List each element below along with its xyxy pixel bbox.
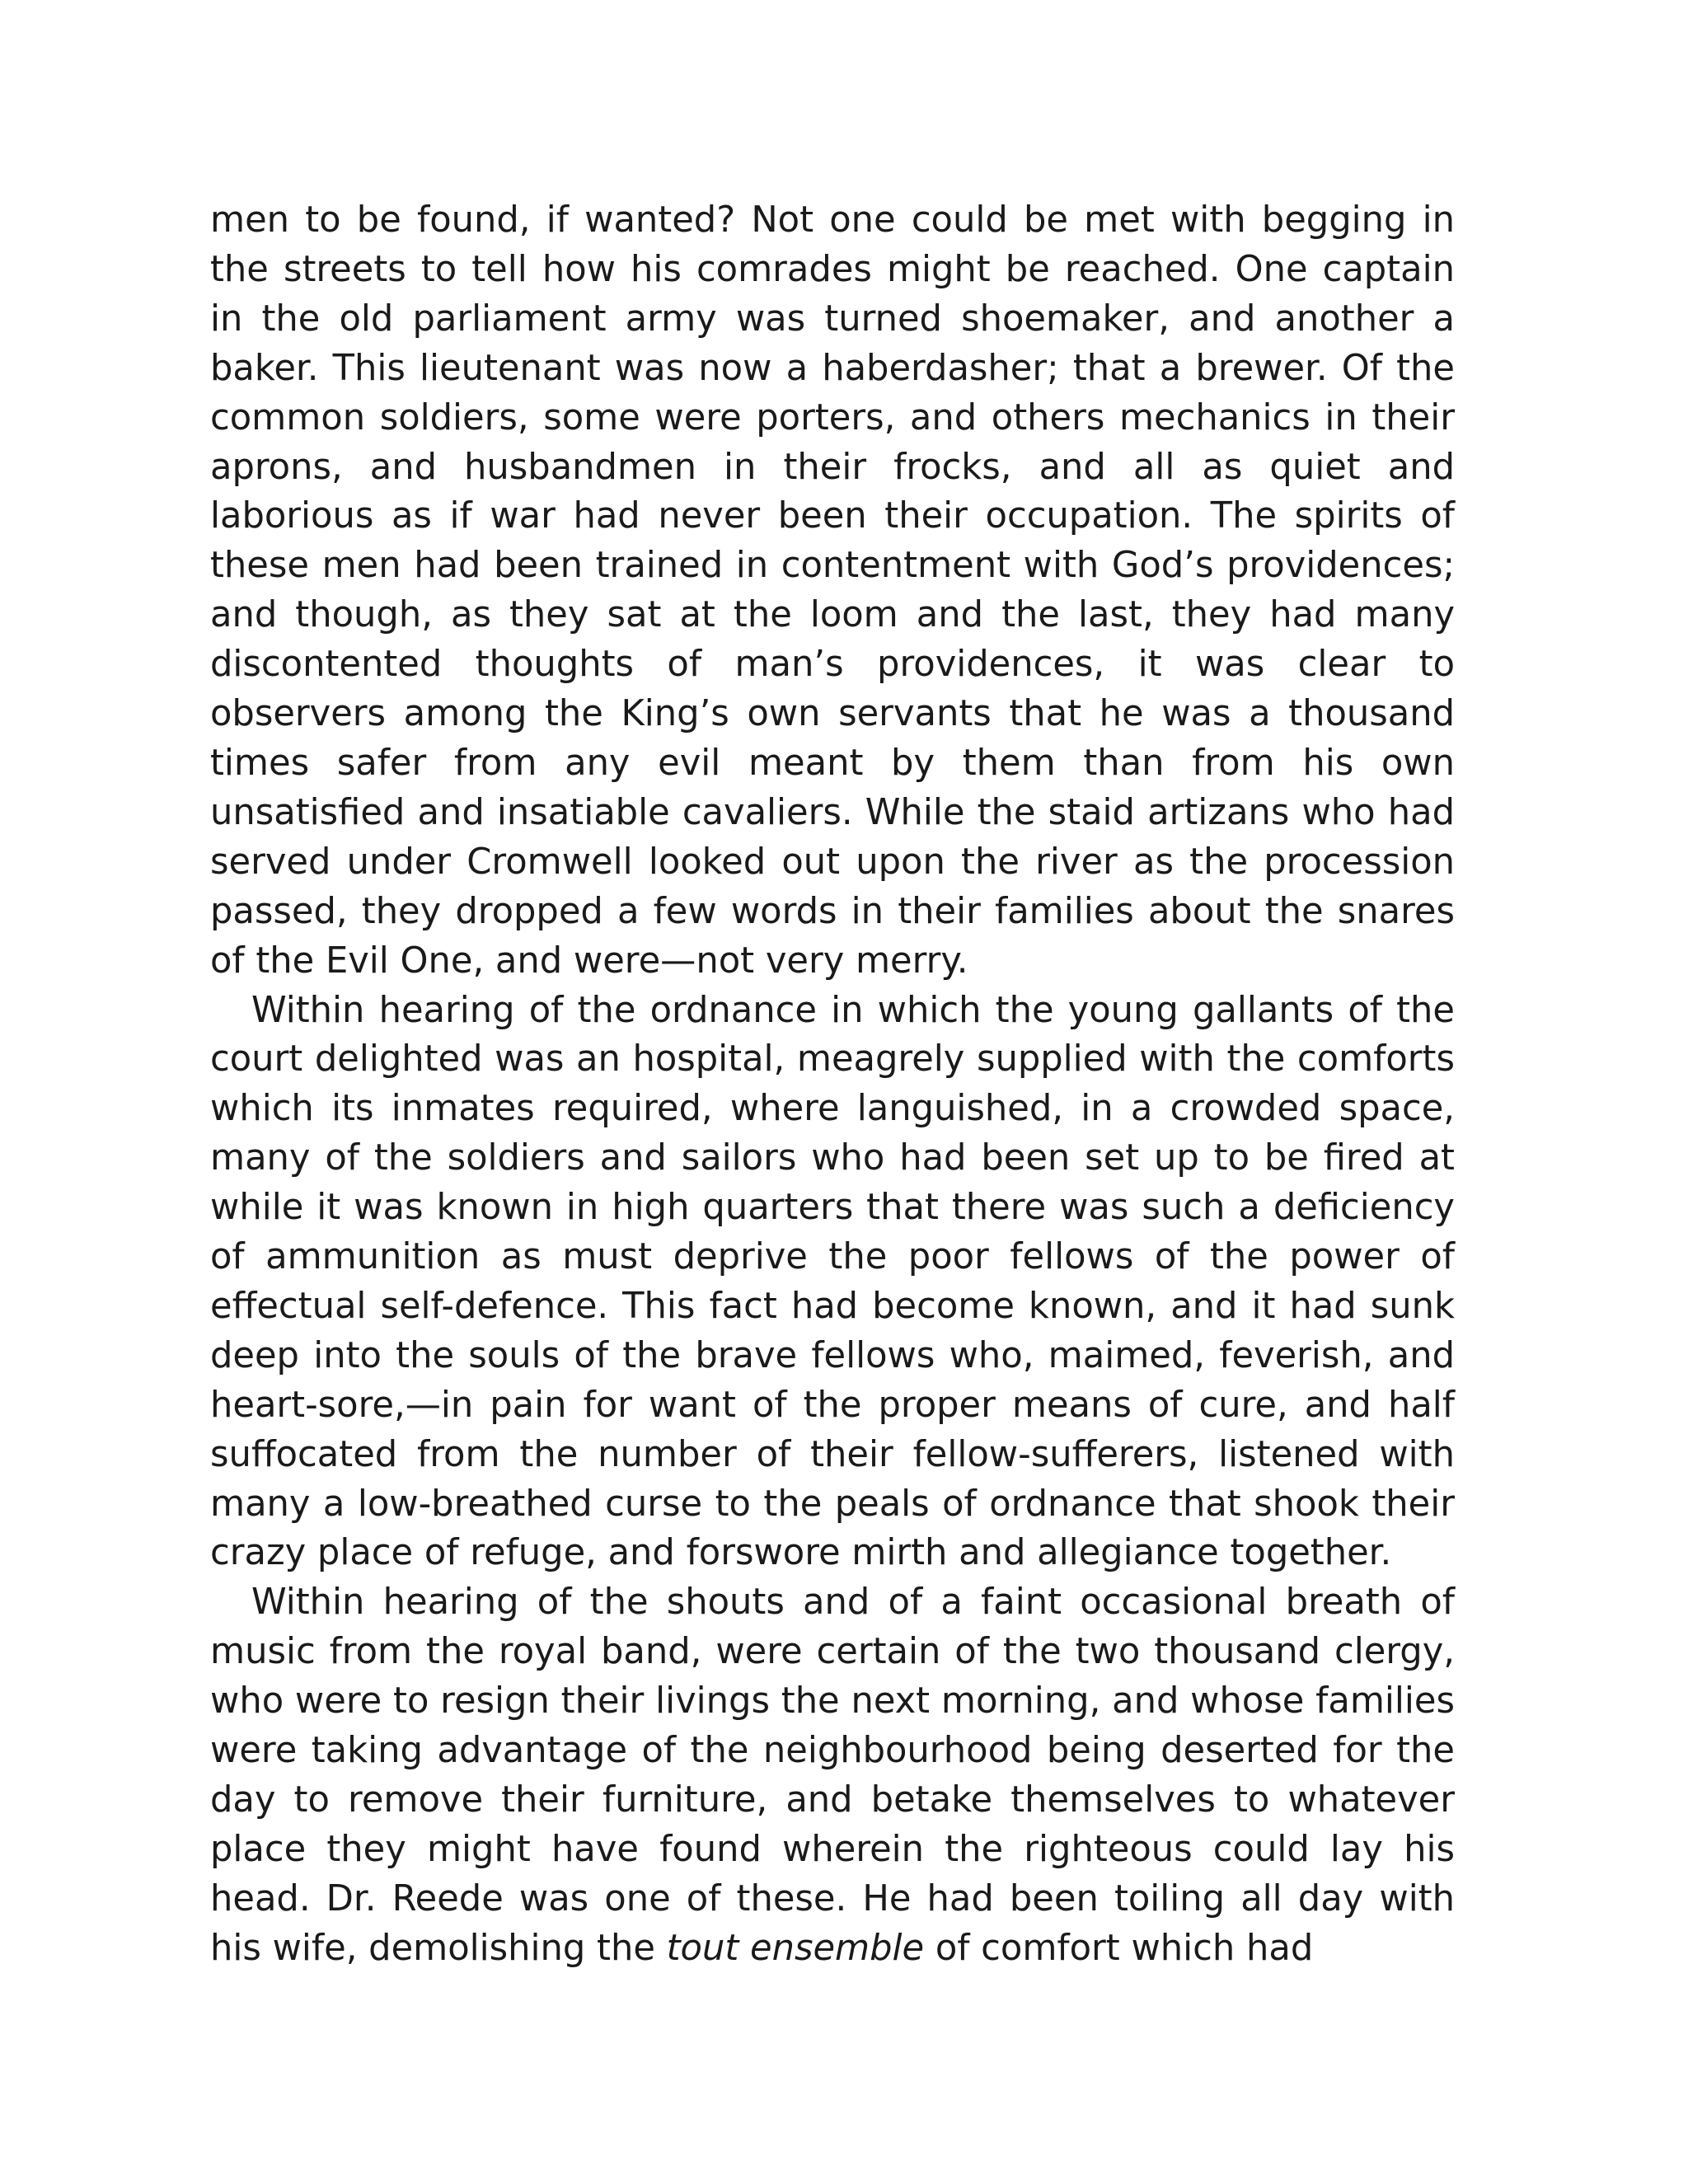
- paragraph-3-text-after: of comfort which had: [924, 1927, 1314, 1969]
- paragraph-2: Within hearing of the ordnance in which the young gallants of the court delighted was an hospital, meagrely supplied with the comforts which its inmates required, where languished, in a crowded space, many of the soldiers and sailors who had been set up to be fired at while it was known in high quarters that there was such a deficiency of ammunition as must deprive the poor fellows of the power of effectual self-defence. This fact had become known, and it had sunk deep into the souls of the brave fellows who, maimed, feverish, and heart-sore,—in pain for want of the proper means of cure, and half suffocated from the number of their fellow-sufferers, listened with many a low-breathed curse to the peals of ordnance that shook their crazy place of refuge, and forswore mirth and allegiance together.: [210, 989, 1455, 1574]
- page-text: [210, 196, 1455, 1974]
- paragraph-3-italic-phrase: tout ensemble: [666, 1927, 925, 1969]
- paragraph-3: [210, 1578, 1455, 1973]
- paragraph-3-text-before: Within hearing of the shouts and of a faint occasional breath of music from the royal band, were certain of the two thousand clergy, who were to resign their livings the next morning, and whose families were taking advantage of the neighbourhood being deserted for the day to remove their furniture, and betake themselves to whatever place they might have found wherein the righteous could lay his head. Dr. Reede was one of these. He had been toiling all day with his wife, demolishing the: [210, 1582, 1455, 1969]
- paragraph-1: men to be found, if wanted? Not one could be met with begging in the streets to tell how his comrades might be reached. One captain in the old parliament army was turned shoemaker, and another a baker. This lieutenant was now a haberdasher; that a brewer. Of the common soldiers, some were porters, and others mechanics in their aprons, and husbandmen in their frocks, and all as quiet and laborious as if war had never been their occupation. The spirits of these men had been trained in contentment with God’s providences; and though, as they sat at the loom and the last, they had many discontented thoughts of man’s providences, it was clear to observers among the King’s own servants that he was a thousand times safer from any evil meant by them than from his own unsatisfied and insatiable cavaliers. While the staid artizans who had served under Cromwell looked out upon the river as the procession passed, they dropped a few words in their families about the snares of the Evil One, and were—not very merry.: [210, 199, 1455, 982]
